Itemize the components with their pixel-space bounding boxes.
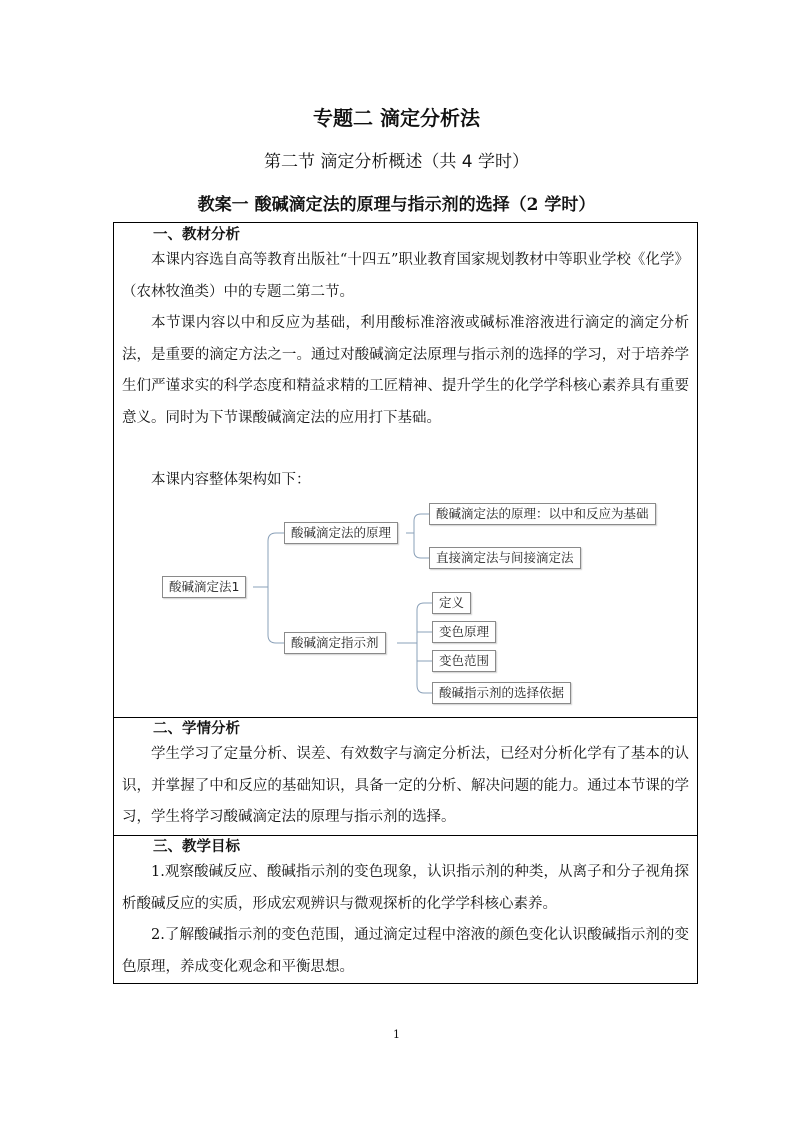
section-title: 第二节 滴定分析概述（共 4 学时） bbox=[263, 152, 530, 172]
paragraph: 本节课内容以中和反应为基础，利用酸标准溶液或碱标准溶液进行滴定的滴定分析法，是重要的滴定方法之一。通过对酸碱滴定法原理与指示剂的选择的学习，对于培养学生们严谨求实的科学态度和精益求精的工匠精神、提升学生的化学学科核心素养具有重要意义。同时为下节课酸碱滴定法的应用打下基础。 bbox=[122, 315, 689, 426]
diagram-leaf-node: 变色范围 bbox=[432, 650, 496, 672]
diagram-leaf-node: 定义 bbox=[432, 592, 471, 614]
paragraph: 本课内容选自高等教育出版社“十四五”职业教育国家规划教材中等职业学校《化学》（农林牧渔类）中的专题二第二节。 bbox=[122, 252, 689, 300]
diagram-leaf-node: 酸碱指示剂的选择依据 bbox=[432, 682, 571, 704]
diagram-leaf-node: 变色原理 bbox=[432, 621, 496, 643]
diagram-root-node: 酸碱滴定法1 bbox=[162, 576, 246, 598]
diagram-leaf-node: 直接滴定法与间接滴定法 bbox=[429, 547, 581, 569]
diagram-branch-node: 酸碱滴定法的原理 bbox=[284, 522, 398, 544]
topic-title: 专题二 滴定分析法 bbox=[313, 106, 480, 130]
section-student-analysis bbox=[114, 718, 698, 836]
section-heading: 二、学情分析 bbox=[153, 721, 240, 737]
diagram-connectors bbox=[114, 497, 697, 717]
paragraph: 本课内容整体架构如下： bbox=[151, 472, 311, 488]
connector-line bbox=[417, 643, 432, 693]
connector-line bbox=[253, 533, 284, 587]
connector-line bbox=[268, 587, 284, 643]
lesson-plan-table bbox=[113, 222, 698, 984]
paragraph: 2.了解酸碱指示剂的变色范围，通过滴定过程中溶液的颜色变化认识酸碱指示剂的变色原理，养成变化观念和平衡思想。 bbox=[122, 927, 689, 975]
diagram-leaf-node: 酸碱滴定法的原理：以中和反应为基础 bbox=[429, 503, 656, 525]
structure-diagram bbox=[114, 497, 697, 717]
section-heading: 三、教学目标 bbox=[153, 839, 240, 855]
section-heading: 一、教材分析 bbox=[153, 227, 240, 243]
paragraph: 1.观察酸碱反应、酸碱指示剂的变色现象，认识指示剂的种类，从离子和分子视角探析酸碱反应的实质，形成宏观辨识与微观探析的化学学科核心素养。 bbox=[122, 864, 689, 912]
connector-line bbox=[397, 603, 432, 643]
page-number: 1 bbox=[393, 1028, 400, 1041]
paragraph: 学生学习了定量分析、误差、有效数字与滴定分析法，已经对分析化学有了基本的认识，并掌握了中和反应的基础知识，具备一定的分析、解决问题的能力。通过本节课的学习，学生将学习酸碱滴定法的原理与指示剂的选择。 bbox=[122, 746, 689, 825]
connector-line bbox=[414, 533, 429, 558]
section-teaching-objectives bbox=[114, 836, 698, 984]
connector-line bbox=[406, 514, 429, 533]
lesson-plan-title: 教案一 酸碱滴定法的原理与指示剂的选择（2 学时） bbox=[197, 195, 596, 215]
section-textbook-analysis bbox=[114, 223, 698, 718]
diagram-branch-node: 酸碱滴定指示剂 bbox=[284, 632, 386, 654]
